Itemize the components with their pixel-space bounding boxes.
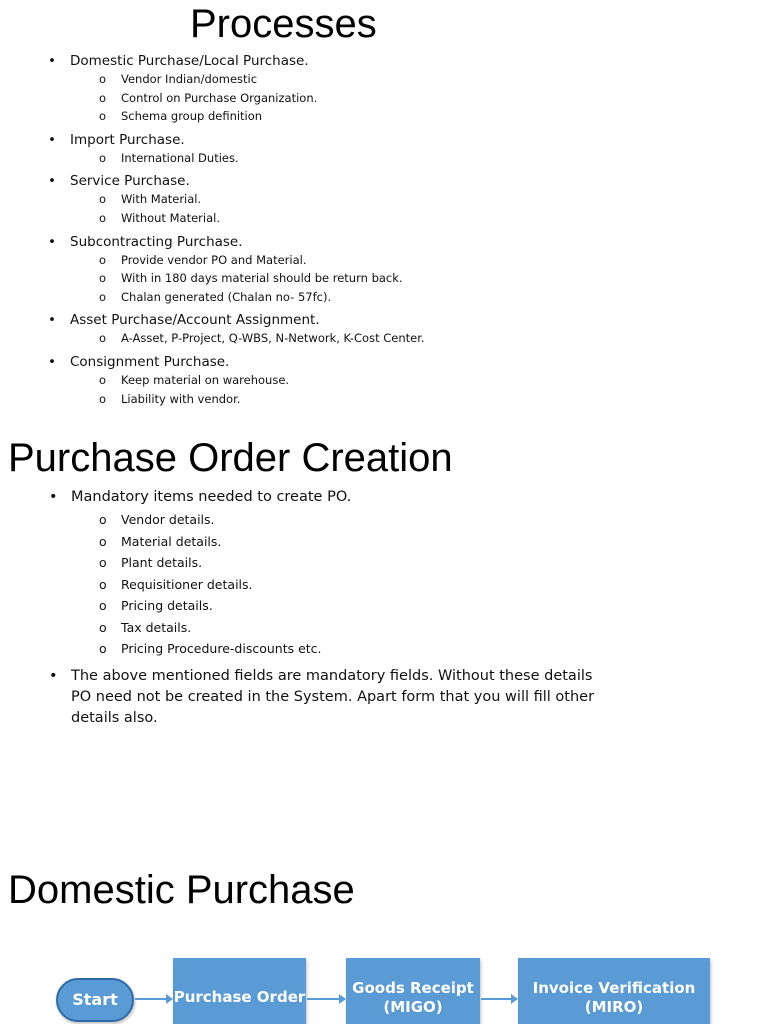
domestic-purchase-title: Domestic Purchase	[8, 868, 355, 912]
sub-item-label: With in 180 days material should be return back.	[121, 271, 403, 286]
sub-bullet-icon: o	[99, 289, 107, 304]
sub-list-item	[70, 70, 688, 89]
sub-list-item	[70, 107, 688, 126]
sub-item-label: Material details.	[121, 533, 222, 549]
sub-item-label: Chalan generated (Chalan no- 57fc).	[121, 289, 332, 304]
sub-bullet-icon: o	[99, 192, 107, 207]
sub-bullet-icon: o	[99, 72, 107, 86]
sub-list-item	[70, 390, 688, 409]
sub-list-item	[71, 552, 649, 574]
list-item-label: Asset Purchase/Account Assignment.	[70, 312, 320, 329]
list-item	[48, 233, 688, 307]
list-item-label: The above mentioned fields are mandatory fields. Without these details PO need not be created in the System. Apart form that you will fill other details also.	[71, 667, 595, 726]
sub-item-label: Requisitioner details.	[121, 576, 253, 592]
sub-item-label: Schema group definition	[121, 109, 263, 124]
sub-list	[70, 371, 688, 408]
flow-goods-receipt-node	[346, 958, 480, 1024]
sub-list-item	[70, 269, 688, 288]
sub-item-label: A-Asset, P-Project, Q-WBS, N-Network, K-Cost Center.	[121, 331, 425, 346]
sub-bullet-icon: o	[99, 109, 107, 124]
sub-list-item	[71, 617, 649, 639]
sub-list	[70, 329, 688, 348]
list-item-label: Consignment Purchase.	[70, 353, 230, 370]
sub-list-item	[70, 371, 688, 390]
bullet-icon: •	[48, 173, 56, 190]
sub-list-item	[70, 190, 688, 209]
sub-bullet-icon: o	[99, 512, 107, 527]
flow-purchase-order-node	[173, 958, 306, 1024]
sub-item-label: With Material.	[121, 192, 202, 207]
sub-bullet-icon: o	[99, 252, 107, 267]
sub-bullet-icon: o	[99, 576, 107, 592]
list-item-label: Import Purchase.	[70, 131, 185, 148]
sub-item-label: Plant details.	[121, 555, 203, 570]
bullet-icon: •	[49, 667, 58, 684]
sub-bullet-icon: o	[99, 210, 107, 225]
sub-list-item	[70, 209, 688, 228]
sub-item-label: Control on Purchase Organization.	[121, 90, 318, 105]
sub-bullet-icon: o	[99, 150, 107, 165]
sub-item-label: Liability with vendor.	[121, 391, 241, 406]
sub-item-label: Without Material.	[121, 210, 220, 225]
bullet-icon: •	[48, 353, 56, 370]
sub-bullet-icon: o	[99, 598, 107, 613]
sub-bullet-icon: o	[99, 555, 107, 570]
flow-gr-label-line1: Goods Receipt	[352, 978, 474, 997]
list-item-label: Mandatory items needed to create PO.	[71, 489, 352, 505]
sub-item-label: International Duties.	[121, 150, 239, 165]
bullet-icon: •	[49, 489, 58, 505]
sub-list-item	[71, 574, 649, 596]
sub-list-item	[71, 638, 649, 660]
flow-po-label: Purchase Order	[173, 988, 306, 1007]
po-creation-list	[49, 487, 649, 729]
flow-invoice-verification-node	[518, 958, 710, 1024]
sub-bullet-icon: o	[99, 331, 107, 346]
sub-list	[70, 190, 688, 227]
sub-list	[71, 509, 649, 660]
sub-list	[70, 149, 688, 168]
sub-list-item	[71, 509, 649, 531]
flow-iv-label-line2: (MIRO)	[584, 998, 644, 1016]
sub-bullet-icon: o	[99, 90, 107, 105]
flow-arrow-right-icon	[307, 998, 340, 1000]
flow-start-label: Start	[72, 989, 118, 1009]
flow-iv-label-line1: Invoice Verification	[532, 978, 696, 997]
bullet-icon: •	[48, 312, 56, 329]
flow-arrow-right-icon	[135, 998, 167, 1000]
sub-item-label: Vendor details.	[121, 512, 215, 527]
sub-bullet-icon: o	[99, 391, 107, 406]
sub-list-item	[70, 251, 688, 270]
bullet-icon: •	[48, 131, 56, 148]
sub-list-item	[70, 89, 688, 108]
list-item	[48, 52, 688, 126]
sub-bullet-icon: o	[99, 271, 107, 286]
sub-list-item	[70, 149, 688, 168]
sub-list	[70, 70, 688, 126]
po-creation-title: Purchase Order Creation	[8, 436, 453, 480]
processes-list	[48, 52, 688, 408]
processes-title: Processes	[190, 2, 377, 46]
sub-list-item	[71, 531, 649, 553]
sub-list	[70, 251, 688, 307]
sub-item-label: Vendor Indian/domestic	[121, 72, 258, 86]
sub-item-label: Pricing details.	[121, 598, 213, 613]
sub-item-label: Pricing Procedure-discounts etc.	[121, 641, 322, 656]
bullet-icon: •	[48, 233, 56, 250]
sub-list-item	[70, 288, 688, 307]
sub-item-label: Keep material on warehouse.	[121, 372, 290, 387]
list-item	[48, 131, 688, 168]
flow-arrow-right-icon	[481, 998, 512, 1000]
flow-start-node	[56, 978, 134, 1022]
list-item	[48, 311, 688, 348]
sub-list-item	[71, 595, 649, 617]
list-item	[49, 666, 611, 729]
list-item-label: Subcontracting Purchase.	[70, 233, 243, 250]
list-item-label: Service Purchase.	[70, 173, 190, 190]
sub-list-item	[70, 329, 688, 348]
sub-item-label: Tax details.	[121, 619, 192, 635]
sub-bullet-icon: o	[99, 533, 107, 549]
list-item	[49, 487, 649, 660]
bullet-icon: •	[48, 53, 56, 69]
sub-bullet-icon: o	[99, 619, 107, 635]
flow-gr-label-line2: (MIGO)	[383, 998, 443, 1016]
sub-item-label: Provide vendor PO and Material.	[121, 252, 307, 267]
sub-bullet-icon: o	[99, 372, 107, 387]
list-item-label: Domestic Purchase/Local Purchase.	[70, 53, 309, 69]
list-item	[48, 172, 688, 227]
sub-bullet-icon: o	[99, 641, 107, 656]
list-item	[48, 353, 688, 408]
